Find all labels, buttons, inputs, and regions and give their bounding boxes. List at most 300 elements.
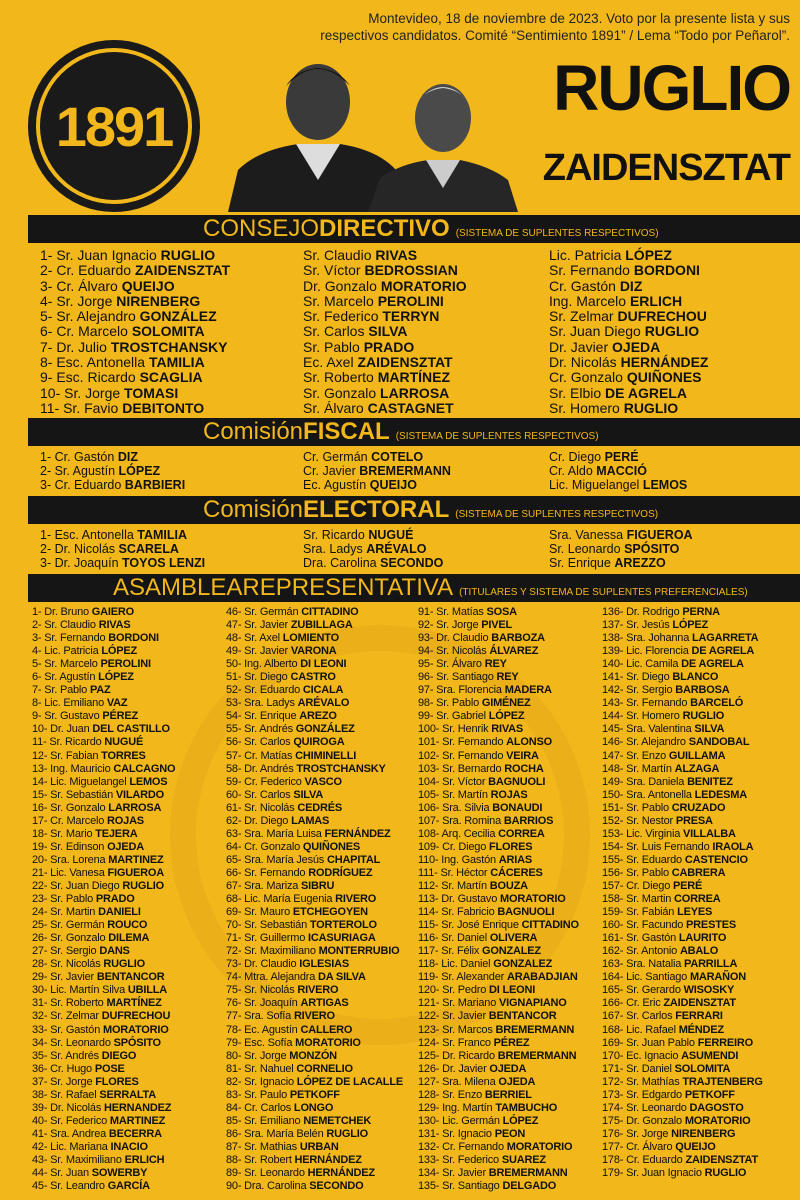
candidate-surname: DI LEONI: [300, 658, 347, 671]
candidate-surname: DI LEONI: [489, 984, 536, 997]
candidate-given-name: 66- Sr. Fernando: [226, 866, 309, 879]
candidate-given-name: 108- Arq. Cecilia: [418, 827, 499, 840]
candidate-surname: ARIAS: [498, 853, 533, 866]
candidate-surname: LAMAS: [291, 814, 330, 827]
candidate-given-name: 133- Sr. Federico: [418, 1153, 502, 1166]
candidate-surname: MARTINEZ: [109, 1114, 166, 1127]
candidate-surname: UBILLA: [127, 984, 167, 997]
candidate-row: [418, 606, 579, 619]
candidate-given-name: 14- Lic. Miguelangel: [32, 775, 130, 788]
candidate-given-name: Sr. Carlos: [303, 323, 369, 340]
candidate-row: [226, 736, 403, 749]
candidate-surname: PETKOFF: [684, 1088, 735, 1101]
candidate-surname: ABALO: [679, 945, 719, 958]
candidate-row: [549, 340, 708, 355]
candidate-row: [32, 671, 175, 684]
candidate-row: [418, 645, 579, 658]
candidate-row: [32, 619, 175, 632]
candidate-surname: QUIROGA: [293, 736, 345, 749]
candidate-surname: VIGNAPIANO: [498, 997, 567, 1010]
candidate-row: [602, 984, 763, 997]
candidate-row: [418, 932, 579, 945]
candidate-given-name: Sr. Enrique: [549, 556, 615, 571]
candidate-surname: CASTRO: [290, 671, 336, 684]
candidate-given-name: Cr. Aldo: [549, 464, 597, 479]
candidate-surname: CABRERA: [671, 866, 726, 879]
candidate-row: [418, 984, 579, 997]
candidate-surname: GAIERO: [91, 606, 134, 618]
candidate-given-name: 84- Cr. Carlos: [226, 1101, 294, 1114]
candidate-row: [226, 1167, 403, 1180]
candidate-row: [32, 684, 175, 697]
candidate-row: [303, 386, 467, 401]
candidate-surname: TOMASI: [124, 384, 179, 401]
candidate-row: [226, 1115, 403, 1128]
candidate-surname: LÓPEZ: [118, 464, 161, 479]
candidate-surname: ZAIDENSZTAT: [685, 1153, 758, 1166]
candidate-surname: PERÉ: [604, 450, 639, 464]
candidate-surname: LEYES: [677, 906, 713, 919]
candidate-given-name: 23- Sr. Pablo: [32, 893, 96, 906]
candidate-given-name: 106- Sra. Silvia: [418, 801, 493, 814]
candidate-row: [602, 1050, 763, 1063]
candidate-surname: VILARDO: [115, 788, 164, 801]
candidate-row: [602, 815, 763, 828]
candidate-surname: RIVAS: [491, 723, 524, 736]
candidate-row: [32, 1167, 175, 1180]
candidate-surname: LOMIENTO: [282, 632, 339, 645]
candidate-surname: PEON: [494, 1127, 526, 1140]
candidate-surname: OJEDA: [612, 338, 661, 355]
candidate-row: [549, 542, 693, 556]
candidate-given-name: Dra. Carolina: [303, 556, 381, 571]
candidate-surname: TERRYN: [382, 308, 440, 325]
candidate-surname: RIVERO: [297, 984, 339, 997]
candidate-given-name: 165- Sr. Gerardo: [602, 984, 684, 997]
candidate-surname: PARRILLA: [684, 958, 738, 971]
candidate-row: [32, 1141, 175, 1154]
candidate-given-name: 132- Cr. Fernando: [418, 1140, 507, 1153]
candidate-row: [602, 1128, 763, 1141]
candidate-given-name: 32- Sr. Zelmar: [32, 1010, 102, 1023]
candidate-row: [418, 697, 579, 710]
candidate-surname: DUFRECHOU: [101, 1010, 171, 1023]
candidate-row: [602, 619, 763, 632]
candidate-given-name: 153- Lic. Virginia: [602, 827, 683, 840]
candidate-surname: COTELO: [371, 450, 424, 464]
candidate-given-name: Dr. Javier: [549, 338, 613, 355]
candidate-row: [32, 1115, 175, 1128]
candidate-row: [226, 984, 403, 997]
candidate-given-name: Cr. Javier: [303, 464, 360, 479]
candidate-surname: FERRARI: [675, 1010, 723, 1023]
candidate-given-name: 136- Dr. Rodrigo: [602, 606, 683, 618]
candidate-given-name: 20- Sra. Lorena: [32, 853, 109, 866]
candidate-row: [418, 1076, 579, 1089]
candidate-given-name: 11- Sr. Ricardo: [32, 736, 105, 749]
candidate-given-name: 64- Cr. Gonzalo: [226, 840, 303, 853]
candidate-row: [226, 1037, 403, 1050]
section-title-light: Comisión: [203, 496, 304, 523]
candidate-given-name: 128- Sr. Enzo: [418, 1088, 485, 1101]
candidate-surname: LEMOS: [129, 775, 168, 788]
candidate-surname: LÓPEZ: [502, 1114, 539, 1127]
candidates-photo: [228, 52, 518, 212]
candidate-given-name: 175- Dr. Gonzalo: [602, 1114, 685, 1127]
candidate-row: [226, 632, 403, 645]
candidate-surname: RIVERO: [335, 893, 377, 906]
candidate-row: [32, 945, 175, 958]
candidate-surname: OJEDA: [489, 1062, 527, 1075]
candidate-given-name: 77- Sra. Sofía: [226, 1010, 294, 1023]
candidate-given-name: 96- Sr. Santiago: [418, 671, 497, 684]
candidate-row: [602, 1037, 763, 1050]
candidate-row: [226, 1076, 403, 1089]
candidate-given-name: 97- Sra. Florencia: [418, 684, 505, 697]
candidate-row: [418, 1050, 579, 1063]
candidate-given-name: 114- Sr. Fabricio: [418, 906, 498, 919]
candidate-surname: DIEGO: [101, 1049, 137, 1062]
candidate-given-name: 99- Sr. Gabriel: [418, 710, 489, 723]
candidate-given-name: 72- Sr. Maximiliano: [226, 945, 319, 958]
candidate-given-name: Sr. Leonardo: [549, 542, 625, 557]
candidate-given-name: Lic. Patricia: [549, 247, 626, 263]
candidate-surname: ICASURIAGA: [307, 932, 376, 945]
candidate-surname: HERNÁNDEZ: [307, 1167, 375, 1180]
candidate-given-name: 131- Sr. Ignacio: [418, 1127, 495, 1140]
candidate-surname: MÉNDEZ: [678, 1023, 724, 1036]
candidate-surname: DE AGRELA: [605, 384, 687, 401]
candidate-surname: CALCAGNO: [113, 762, 176, 775]
candidate-given-name: Lic. Miguelangel: [549, 478, 643, 493]
candidate-surname: PRESA: [675, 814, 713, 827]
candidate-row: [32, 906, 175, 919]
candidate-surname: BARBOZA: [491, 632, 545, 645]
candidate-surname: OJEDA: [107, 840, 144, 853]
candidate-given-name: 48- Sr. Axel: [226, 632, 283, 645]
candidate-given-name: 49- Sr. Javier: [226, 645, 291, 658]
candidate-surname: TAMILIA: [148, 354, 205, 371]
candidate-row: [602, 1024, 763, 1037]
candidate-row: [32, 880, 175, 893]
candidate-given-name: 12- Sr. Fabian: [32, 749, 102, 762]
candidate-row: [418, 958, 579, 971]
candidate-surname: SCAGLIA: [139, 369, 203, 386]
candidate-surname: NUGUÉ: [368, 528, 414, 542]
candidate-row: [40, 340, 230, 355]
candidate-given-name: 157- Cr. Diego: [602, 879, 673, 892]
candidate-given-name: 87- Sr. Mathias: [226, 1140, 300, 1153]
candidate-surname: FLORES: [95, 1075, 139, 1088]
candidate-row: [602, 632, 763, 645]
candidate-given-name: 4- Sr. Jorge: [40, 292, 117, 309]
candidate-row: [40, 528, 205, 542]
candidate-row: [32, 1063, 175, 1076]
candidate-row: [226, 776, 403, 789]
candidate-surname: HERNANDEZ: [104, 1101, 172, 1114]
candidate-row: [602, 958, 763, 971]
candidate-given-name: 118- Lic. Daniel: [418, 958, 494, 971]
candidate-row: [418, 828, 579, 841]
candidate-given-name: Sra. Ladys: [303, 542, 367, 557]
candidate-row: [418, 684, 579, 697]
candidate-given-name: 4- Lic. Patricia: [32, 645, 102, 658]
candidate-given-name: 2- Sr. Claudio: [32, 619, 99, 632]
candidate-given-name: 144- Sr. Homero: [602, 710, 683, 723]
candidate-given-name: 5- Sr. Alejandro: [40, 308, 140, 325]
asamblea-column-1: [32, 606, 175, 1193]
candidate-row: [602, 880, 763, 893]
candidate-surname: CITTADINO: [301, 606, 359, 618]
section-title-bold: DIRECTIVO: [319, 215, 450, 242]
candidate-surname: BLANCO: [672, 671, 719, 684]
consejo-column-2: [303, 248, 467, 416]
candidate-surname: TAMBUCHO: [495, 1101, 558, 1114]
candidate-row: [418, 893, 579, 906]
candidate-given-name: 54- Sr. Enrique: [226, 710, 300, 723]
candidate-given-name: Sr. Gonzalo: [303, 384, 381, 401]
candidate-row: [602, 1154, 763, 1167]
candidate-given-name: 109- Cr. Diego: [418, 840, 489, 853]
candidate-row: [303, 248, 467, 263]
candidate-given-name: 1- Esc. Antonella: [40, 528, 138, 542]
section-note: (SISTEMA DE SUPLENTES RESPECTIVOS): [455, 509, 659, 520]
candidate-surname: TRAJTENBERG: [682, 1075, 763, 1088]
candidate-row: [226, 841, 403, 854]
candidate-surname: MORATORIO: [295, 1036, 361, 1049]
candidate-row: [226, 919, 403, 932]
candidate-surname: CORREA: [674, 893, 721, 906]
header-statement: [300, 10, 790, 44]
candidate-row: [602, 645, 763, 658]
candidate-given-name: 92- Sr. Jorge: [418, 619, 482, 632]
candidate-row: [418, 1180, 579, 1193]
candidate-given-name: 43- Sr. Maximiliano: [32, 1153, 125, 1166]
candidate-surname: RUGLIO: [644, 323, 700, 340]
candidate-row: [602, 697, 763, 710]
candidate-given-name: 169- Sr. Juan Pablo: [602, 1036, 698, 1049]
candidate-row: [602, 606, 763, 619]
candidate-surname: TOYOS LENZI: [122, 556, 206, 571]
candidate-surname: MORATORIO: [506, 1140, 573, 1153]
candidate-row: [602, 684, 763, 697]
candidate-row: [303, 370, 467, 385]
candidate-given-name: 30- Lic. Martín Silva: [32, 984, 128, 997]
candidate-given-name: 52- Sr. Eduardo: [226, 684, 303, 697]
candidate-surname: OJEDA: [498, 1075, 536, 1088]
candidate-given-name: 70- Sr. Sebastián: [226, 919, 310, 932]
candidate-given-name: 2- Dr. Nicolás: [40, 542, 119, 557]
candidate-surname: SUAREZ: [501, 1153, 546, 1166]
candidate-row: [32, 1089, 175, 1102]
candidate-row: [226, 750, 403, 763]
candidate-row: [418, 1102, 579, 1115]
candidate-given-name: 46- Sr. Germán: [226, 606, 302, 618]
candidate-given-name: 138- Sra. Johanna: [602, 632, 692, 645]
candidate-surname: VARONA: [290, 645, 337, 658]
candidate-surname: NEMETCHEK: [303, 1114, 372, 1127]
candidate-given-name: 160- Sr. Facundo: [602, 919, 687, 932]
candidate-surname: IRAOLA: [712, 840, 754, 853]
candidate-row: [602, 710, 763, 723]
candidate-given-name: Ec. Agustín: [303, 478, 370, 493]
candidate-given-name: 103- Sr. Bernardo: [418, 762, 505, 775]
candidate-row: [32, 723, 175, 736]
candidate-row: [303, 528, 443, 542]
candidate-row: [226, 1063, 403, 1076]
section-title-bold: FISCAL: [303, 418, 390, 445]
candidate-row: [226, 1010, 403, 1023]
candidate-surname: PEROLINI: [100, 658, 151, 671]
candidate-row: [226, 945, 403, 958]
candidate-given-name: 51- Sr. Diego: [226, 671, 291, 684]
candidate-surname: ROJAS: [107, 814, 144, 827]
candidate-row: [549, 450, 687, 464]
candidate-row: [549, 279, 708, 294]
candidate-row: [549, 401, 708, 416]
candidate-row: [40, 386, 230, 401]
candidate-given-name: 173- Sr. Edgardo: [602, 1088, 685, 1101]
candidate-given-name: 98- Sr. Pablo: [418, 697, 482, 710]
candidate-surname: BREMERMANN: [497, 1049, 577, 1062]
candidate-surname: URBAN: [299, 1140, 339, 1153]
candidate-row: [303, 450, 451, 464]
candidate-surname: QUEIJO: [369, 478, 417, 493]
candidate-row: [40, 309, 230, 324]
candidate-row: [226, 854, 403, 867]
candidate-surname: CHIMINELLI: [295, 749, 357, 762]
candidate-given-name: 2- Sr. Agustín: [40, 464, 119, 479]
candidate-surname: WISOSKY: [683, 984, 735, 997]
candidate-given-name: 145- Sra. Valentina: [602, 723, 695, 736]
candidate-row: [303, 355, 467, 370]
candidate-row: [418, 763, 579, 776]
candidate-surname: CASTENCIO: [684, 853, 748, 866]
candidate-given-name: 110- Ing. Gastón: [418, 853, 499, 866]
candidate-given-name: 56- Sr. Carlos: [226, 736, 294, 749]
candidate-row: [32, 997, 175, 1010]
candidate-given-name: 162- Sr. Antonio: [602, 945, 680, 958]
candidate-given-name: 29- Sr. Javier: [32, 971, 97, 984]
candidate-surname: PÉREZ: [102, 710, 139, 723]
candidate-given-name: 38- Sr. Rafael: [32, 1088, 100, 1101]
candidate-surname: MORATORIO: [102, 1023, 169, 1036]
candidate-given-name: 95- Sr. Álvaro: [418, 658, 485, 671]
candidate-row: [40, 248, 230, 263]
candidate-row: [418, 789, 579, 802]
candidate-row: [226, 697, 403, 710]
candidate-surname: RIVERO: [293, 1010, 335, 1023]
candidate-surname: FIGUEROA: [107, 866, 164, 879]
candidate-surname: AREZZO: [614, 556, 666, 571]
candidate-row: [226, 1154, 403, 1167]
candidate-surname: DA SILVA: [318, 971, 366, 984]
candidate-surname: QUIÑONES: [626, 369, 702, 386]
candidate-given-name: 148- Sr. Martín: [602, 762, 675, 775]
candidate-given-name: 63- Sra. María Luisa: [226, 827, 325, 840]
candidate-given-name: 2- Cr. Eduardo: [40, 262, 135, 279]
candidate-given-name: 6- Sr. Agustín: [32, 671, 99, 684]
candidate-given-name: 152- Sr. Nestor: [602, 814, 676, 827]
candidate-surname: BORDONI: [108, 632, 159, 645]
candidate-given-name: 7- Sr. Pablo: [32, 684, 90, 697]
candidate-row: [418, 723, 579, 736]
candidate-row: [602, 971, 763, 984]
candidate-surname: SOSA: [486, 606, 517, 618]
candidate-given-name: Sr. Elbio: [549, 384, 606, 401]
candidate-given-name: 7- Dr. Julio: [40, 338, 111, 355]
candidate-row: [32, 763, 175, 776]
candidate-row: [549, 324, 708, 339]
candidate-surname: BERRIEL: [484, 1088, 532, 1101]
candidate-surname: VASCO: [304, 775, 342, 788]
candidate-row: [303, 324, 467, 339]
candidate-row: [32, 1037, 175, 1050]
candidate-given-name: 25- Sr. Germán: [32, 919, 108, 932]
candidate-surname: PAZ: [89, 684, 111, 697]
candidate-row: [418, 671, 579, 684]
candidate-row: [418, 1024, 579, 1037]
candidate-given-name: 130- Lic. Germán: [418, 1114, 503, 1127]
candidate-given-name: 155- Sr. Eduardo: [602, 853, 685, 866]
candidate-row: [602, 671, 763, 684]
candidate-surname: VILLALBA: [683, 827, 736, 840]
candidate-row: [303, 401, 467, 416]
candidate-row: [226, 867, 403, 880]
candidate-given-name: 3- Cr. Eduardo: [40, 478, 125, 493]
candidate-row: [32, 645, 175, 658]
candidate-surname: SOLOMITA: [674, 1062, 731, 1075]
candidate-surname: ASUMENDI: [681, 1049, 739, 1062]
candidate-row: [32, 632, 175, 645]
candidate-given-name: 74- Mtra. Alejandra: [226, 971, 318, 984]
candidate-row: [303, 294, 467, 309]
candidate-row: [226, 671, 403, 684]
candidate-surname: ROUCO: [107, 919, 148, 932]
candidate-row: [418, 997, 579, 1010]
candidate-given-name: 41- Sra. Andrea: [32, 1127, 109, 1140]
candidate-surname: PERNA: [682, 606, 720, 618]
candidate-given-name: 68- Lic. María Eugenia: [226, 893, 336, 906]
candidate-row: [602, 932, 763, 945]
candidate-given-name: Cr. Germán: [303, 450, 372, 464]
candidate-row: [418, 1063, 579, 1076]
candidate-row: [418, 1010, 579, 1023]
consejo-column-1: [40, 248, 230, 416]
candidate-surname: INACIO: [110, 1140, 148, 1153]
candidate-row: [226, 789, 403, 802]
candidate-given-name: 62- Dr. Diego: [226, 814, 292, 827]
candidate-surname: SERRALTA: [99, 1088, 156, 1101]
candidate-surname: DEBITONTO: [122, 399, 205, 416]
candidate-row: [602, 919, 763, 932]
candidate-given-name: 167- Sr. Carlos: [602, 1010, 676, 1023]
candidate-given-name: 119- Sr. Alexander: [418, 971, 507, 984]
candidate-row: [602, 763, 763, 776]
candidate-name-first: RUGLIO: [553, 52, 790, 124]
candidate-surname: GIMÉNEZ: [481, 697, 531, 710]
candidate-row: [549, 478, 687, 492]
candidate-given-name: Sr. Roberto: [303, 369, 378, 386]
candidate-row: [418, 1089, 579, 1102]
candidate-given-name: 3- Sr. Fernando: [32, 632, 109, 645]
candidate-given-name: 107- Sra. Romina: [418, 814, 504, 827]
candidate-surname: AREZO: [299, 710, 337, 723]
candidate-surname: RUGLIO: [682, 710, 725, 723]
candidate-row: [226, 880, 403, 893]
candidate-surname: TEJERA: [95, 827, 138, 840]
candidate-row: [226, 1141, 403, 1154]
